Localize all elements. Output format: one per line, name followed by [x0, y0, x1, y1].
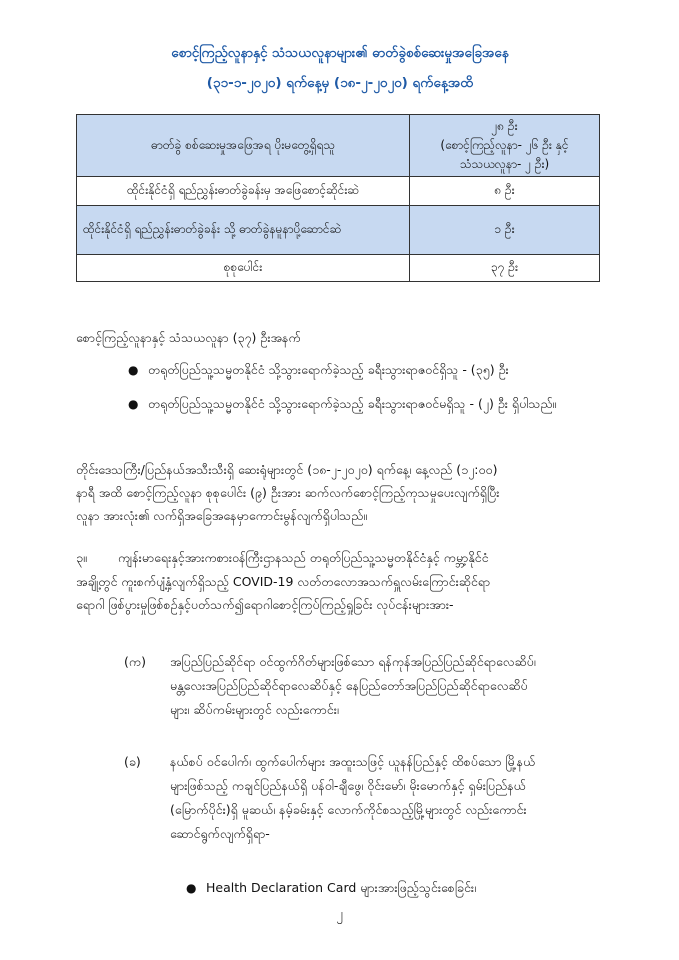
bullet-icon: ● [186, 881, 197, 895]
subitem-label: (က) [124, 654, 146, 669]
list-item: ● တရုတ်ပြည်သူ့သမ္မတနိုင်ငံ သို့သွားရောက်ခဲ့သည့် ခရီးသွားရာဇဝင်မရှိသူ - (၂) ဦး ရှိပါသည်။ [148, 392, 632, 416]
table-row [77, 177, 600, 206]
table-cell-value: ၁ ဦး [410, 206, 600, 255]
document-date-range: (၃၁-၁-၂၀၂၀) ရက်နေ့မှ (၁၈-၂-၂၀၂၀) ရက်နေ့အထိ [206, 75, 474, 91]
table-cell-label: စုစုပေါင်း [77, 255, 410, 282]
table-row [77, 115, 600, 177]
bullet-icon: ● [128, 363, 139, 377]
subitem-label: (ခ) [124, 754, 141, 769]
table-cell-value: ၃၇ ဦး [410, 255, 600, 282]
table-cell-value: ၈ ဦး [410, 177, 600, 206]
table-row [77, 255, 600, 282]
list-item: ● တရုတ်ပြည်သူ့သမ္မတနိုင်ငံ သို့သွားရောက်ခဲ့သည့် ခရီးသွားရာဇဝင်ရှိသူ - (၃၅) ဦး [148, 358, 632, 382]
table-row [77, 206, 600, 255]
section-2-continued: အချို့တွင် ကူးစက်ပျံ့နှံ့လျက်ရှိသည့် COVID-19 လတ်တလောအသက်ရှူလမ်းကြောင်းဆိုင်ရာ ရောဂါ ဖြစ်ပွားမှုဖြစ်စဉ်နှင့်ပတ်သက်၍ရောဂါစောင့်ကြပ်ကြည့်ရှုခြင်း လုပ်ငန်းများအား- [76, 574, 491, 612]
section-number: ၃။ [76, 550, 87, 565]
document-title: စောင့်ကြည့်လူနာနှင့် သံသယလူနာများ၏ ဓာတ်ခွဲစစ်ဆေးမှုအခြေအနေ [171, 45, 509, 61]
page-number: ၂ [336, 907, 343, 922]
intro-text: စောင့်ကြည့်လူနာနှင့် သံသယလူနာ (၃၇) ဦးအနက် [76, 330, 301, 345]
paragraph-status: တိုင်းဒေသကြီး/ပြည်နယ်အသီးသီးရှိ ဆေးရုံများတွင် (၁၈-၂-၂၀၂၀) ရက်နေ့၊ နေ့လည် (၁၂:၀၀) နာရီ အထိ စောင့်ကြည့်လူနာ စုစုပေါင်း (၉) ဦးအား ဆက်လက်စောင့်ကြည့်ကုသမှုပေးလျက်ရှိပြီး လူနာ အားလုံး၏ လက်ရှိအခြေအနေမှာကောင်းမွန်လျက်ရှိပါသည်။ [76, 462, 500, 523]
table-cell-label: ထိုင်းနိုင်ငံရှိ ရည်ညွှန်းဓာတ်ခွဲခန်းမှ အဖြေစောင့်ဆိုင်းဆဲ [77, 177, 410, 206]
section-2-text: ကျန်းမာရေးနှင့်အားကစားဝန်ကြီးဌာနသည် တရုတ်ပြည်သူ့သမ္မတနိုင်ငံနှင့် ကမ္ဘာ့နိုင်ငံ [118, 550, 489, 565]
bullet-icon: ● [128, 397, 139, 411]
list-item: ● Health Declaration Card များအားဖြည့်သွင်းစေခြင်း၊ [206, 876, 626, 900]
subitem-text: အပြည်ပြည်ဆိုင်ရာ ဝင်ထွက်ဂိတ်များဖြစ်သော ရန်ကုန်အပြည်ပြည်ဆိုင်ရာလေဆိပ်၊ မန္တလေးအပြည်ပြည်ဆိုင်ရာလေဆိပ်နှင့် နေပြည်တော်အပြည်ပြည်ဆိုင်ရာလေဆိပ် များ၊ ဆိပ်ကမ်းများတွင် လည်းကောင်း၊ [170, 654, 536, 717]
table-cell-value: ၂၈ ဦး (စောင့်ကြည့်လူနာ- ၂၆ ဦး နှင့် သံသယလူနာ- ၂ ဦး) [410, 115, 600, 177]
summary-table [76, 114, 600, 282]
subitem-text: နယ်စပ် ဝင်ပေါက်၊ ထွက်ပေါက်များ အထူးသဖြင့် ယူနန်ပြည်နှင့် ထိစပ်သော မြို့နယ် များဖြစ်သည့် ကချင်ပြည်နယ်ရှိ ပန်ဝါ-ချီဖွေ၊ ဝိုင်းမော်၊ မိုးမောက်နှင့် ရှမ်းပြည်နယ် (မြောက်ပိုင်း)ရှိ မူဆယ်၊ နမ့်ခမ်းနှင့် လောက်ကိုင်စသည့်မြို့များတွင် လည်းကောင်း ဆောင်ရွက်လျက်ရှိရာ- [170, 754, 536, 841]
table-cell-label: ထိုင်းနိုင်ငံရှိ ရည်ညွှန်းဓာတ်ခွဲခန်း သို့ ဓာတ်ခွဲနမူနာပို့ဆောင်ဆဲ [77, 206, 410, 255]
table-cell-label: ဓာတ်ခွဲ စစ်ဆေးမှုအဖြေအရ ပိုးမတွေ့ရှိရသူ [77, 115, 410, 177]
